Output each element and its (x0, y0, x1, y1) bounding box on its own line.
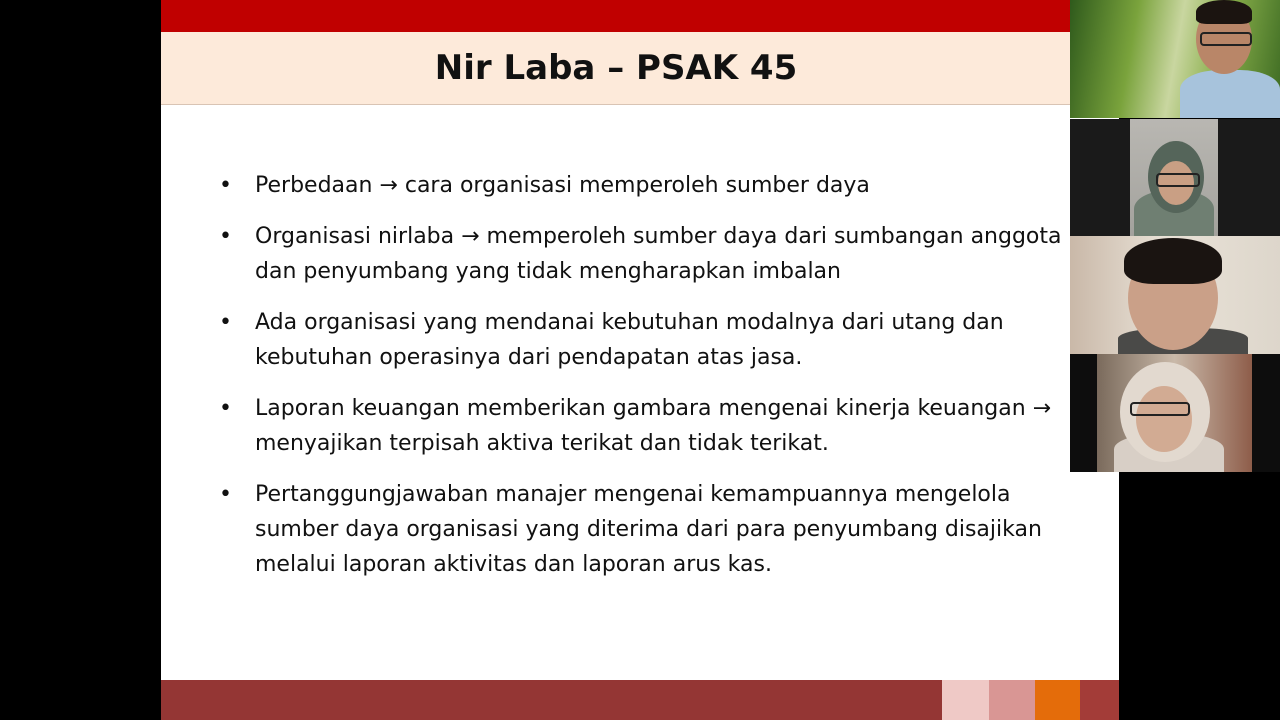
bullet-item (215, 477, 1065, 582)
bullet-text: Perbedaan → cara organisasi memperoleh sumber daya (255, 173, 870, 198)
participant-video-4[interactable] (1070, 354, 1280, 472)
bullet-text: Laporan keuangan memberikan gambara mengenai kinerja keuangan → menyajikan terpisah aktiva terikat dan tidak terikat. (255, 396, 1052, 456)
bullet-item (215, 305, 1065, 375)
participant-video-3[interactable] (1070, 236, 1280, 354)
participant-video-1[interactable] (1070, 0, 1280, 118)
footer-swatch (942, 680, 989, 720)
slide-title-band (161, 32, 1071, 105)
participant-hair (1124, 238, 1222, 284)
bullet-item (215, 391, 1065, 461)
slide-top-bar (161, 0, 1071, 32)
bullet-text: Organisasi nirlaba → memperoleh sumber daya dari sumbangan anggota dan penyumbang yang tidak mengharapkan imbalan (255, 224, 1062, 284)
participant-hair (1196, 0, 1252, 24)
bullet-text: Ada organisasi yang mendanai kebutuhan modalnya dari utang dan kebutuhan operasinya dari pendapatan atas jasa. (255, 310, 1004, 370)
slide-title: Nir Laba – PSAK 45 (434, 48, 798, 88)
bullet-text: Pertanggungjawaban manajer mengenai kemampuannya mengelola sumber daya organisasi yang diterima dari para penyumbang disajikan melalui laporan aktivitas dan laporan arus kas. (255, 482, 1042, 577)
glasses-icon (1130, 402, 1190, 416)
bullet-marker: • (219, 224, 232, 249)
glasses-icon (1200, 32, 1252, 46)
bullet-marker: • (219, 396, 232, 421)
bullet-marker: • (219, 482, 232, 507)
participant-avatar-head (1136, 386, 1192, 452)
footer-swatch (1035, 680, 1080, 720)
bullet-list (215, 168, 1065, 598)
presentation-slide (161, 0, 1119, 720)
bullet-marker: • (219, 173, 232, 198)
participant-video-2[interactable] (1070, 119, 1280, 236)
footer-swatch (989, 680, 1035, 720)
participant-avatar-body (1180, 70, 1280, 118)
bullet-marker: • (219, 310, 232, 335)
glasses-icon (1156, 173, 1200, 187)
bullet-item (215, 168, 1065, 203)
bullet-item (215, 219, 1065, 289)
footer-swatch (1080, 680, 1119, 720)
